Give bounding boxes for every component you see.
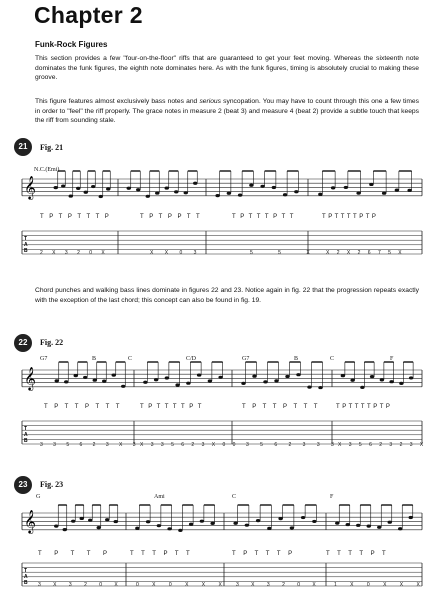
intro-paragraph: This section provides a few "four-on-the-floor" riffs that are guaranteed to get your feet moving. Whereas the sixteenth note dominates the funk figures, the eighth note dominates here. As with the funk figures, timing is absolutely crucial to making these groove. bbox=[35, 55, 419, 82]
note-head bbox=[252, 375, 256, 378]
note-head bbox=[272, 186, 276, 189]
figure-label-21: Fig. 21 bbox=[40, 143, 64, 152]
chapter-title: Chapter 2 bbox=[34, 2, 143, 28]
tab-clef-icon: A bbox=[24, 242, 28, 248]
tab-clef-icon: B bbox=[24, 438, 28, 444]
note-head bbox=[210, 522, 214, 525]
chord-symbol: G7 bbox=[242, 356, 250, 362]
tab-fret-numbers: 3 5 6 2 3 3 3 bbox=[246, 442, 334, 448]
pick-indications: T P T T P T T T bbox=[44, 404, 120, 410]
chord-symbol: G bbox=[36, 494, 41, 500]
pick-indications: T T T T P T bbox=[326, 551, 386, 557]
note-head bbox=[189, 523, 193, 526]
note-head bbox=[356, 192, 360, 195]
tab-fret-numbers: 3 X 3 2 0 X bbox=[236, 582, 316, 588]
note-head bbox=[360, 386, 364, 389]
note-head bbox=[97, 526, 101, 529]
note-head bbox=[399, 382, 403, 385]
pick-indications: T P T T P bbox=[38, 551, 108, 557]
note-head bbox=[233, 522, 237, 525]
pick-indications: T P T T P T T T bbox=[242, 404, 318, 410]
note-head bbox=[370, 375, 374, 378]
note-head bbox=[105, 518, 109, 521]
note-head bbox=[218, 376, 222, 379]
note-head bbox=[167, 527, 171, 530]
note-head bbox=[238, 193, 242, 196]
note-head bbox=[63, 528, 67, 531]
note-head bbox=[356, 524, 360, 527]
note-head bbox=[186, 382, 190, 385]
treble-clef-icon: 𝄞 bbox=[24, 175, 36, 199]
figure-badge-23: 23 bbox=[14, 476, 32, 494]
note-head bbox=[121, 385, 125, 388]
note-head bbox=[175, 383, 179, 386]
note-head bbox=[106, 187, 110, 190]
note-head bbox=[93, 379, 97, 382]
note-head bbox=[157, 524, 161, 527]
note-head bbox=[260, 185, 264, 188]
note-head bbox=[350, 379, 354, 382]
note-head bbox=[165, 376, 169, 379]
tab-clef-icon: A bbox=[24, 432, 28, 438]
note-head bbox=[380, 378, 384, 381]
fig21-description-emphasis: serious bbox=[199, 98, 221, 105]
note-head bbox=[346, 523, 350, 526]
note-head bbox=[154, 378, 158, 381]
note-head bbox=[409, 376, 413, 379]
tab-clef-icon: A bbox=[24, 574, 28, 580]
note-head bbox=[54, 186, 58, 189]
note-head bbox=[249, 184, 253, 187]
chord-symbol: F bbox=[390, 356, 394, 362]
pick-indications: T P T P T T T P bbox=[40, 214, 109, 220]
tab-fret-numbers: X 2 X 2 6 7 5 X bbox=[326, 250, 402, 256]
chord-symbol: Ami bbox=[154, 494, 165, 500]
note-head bbox=[256, 519, 260, 522]
note-head bbox=[318, 193, 322, 196]
tab-clef-icon: T bbox=[24, 568, 28, 574]
note-head bbox=[174, 190, 178, 193]
pick-indications: T T T P T T bbox=[130, 551, 190, 557]
note-head bbox=[301, 516, 305, 519]
note-head bbox=[318, 386, 322, 389]
figure-badge-21: 21 bbox=[14, 138, 32, 156]
chord-symbol: B bbox=[92, 356, 97, 362]
note-head bbox=[146, 195, 150, 198]
pick-indications: T P T T T T P T P bbox=[322, 214, 376, 220]
note-head bbox=[245, 524, 249, 527]
note-head bbox=[127, 187, 131, 190]
chord-symbol: C/D bbox=[186, 356, 197, 362]
note-head bbox=[74, 374, 78, 377]
note-head bbox=[377, 526, 381, 529]
chord-symbol: C bbox=[232, 494, 237, 500]
pick-indications: T P T T T T P T bbox=[140, 404, 202, 410]
note-head bbox=[112, 373, 116, 376]
note-head bbox=[267, 527, 271, 530]
note-head bbox=[294, 190, 298, 193]
note-head bbox=[99, 195, 103, 198]
note-head bbox=[335, 522, 339, 525]
note-head bbox=[312, 520, 316, 523]
note-head bbox=[215, 194, 219, 197]
note-head bbox=[407, 189, 411, 192]
fig22-23-description: Chord punches and walking bass lines dominate in figures 22 and 23. Notice again in fig. 22 that the progression repeats exactly with the exception of the last chord; this concept can also be found in fig. 19. bbox=[35, 287, 419, 304]
note-head bbox=[388, 521, 392, 524]
chord-symbol: C bbox=[330, 356, 335, 362]
note-head bbox=[165, 186, 169, 189]
note-head bbox=[197, 373, 201, 376]
tab-clef-icon: B bbox=[24, 580, 28, 586]
pick-indications: T P T P P T T bbox=[140, 214, 200, 220]
note-head bbox=[227, 192, 231, 195]
note-head bbox=[241, 382, 245, 385]
note-head bbox=[135, 527, 139, 530]
note-head bbox=[200, 520, 204, 523]
tab-fret-numbers: 1 X 0 X X X bbox=[334, 582, 420, 588]
treble-clef-icon: 𝄞 bbox=[24, 509, 36, 533]
note-head bbox=[55, 379, 59, 382]
tab-fret-numbers: X X 0 3 bbox=[150, 250, 197, 256]
tab-fret-numbers: X 3 3 5 6 2 3 X 0 0 bbox=[140, 442, 236, 448]
note-head bbox=[83, 376, 87, 379]
fig21-description-part2: syncopation. You may have to count through this one a few times in order to "feel" the riff properly. The grace notes in measure 2 (beat 3) and measure 4 (beat 2) provide a subtle touch that keeps the riff from sounding stale. bbox=[35, 98, 419, 125]
note-head bbox=[71, 520, 75, 523]
fig21-description-part1: This figure features almost exclusively bass notes and bbox=[35, 98, 200, 105]
tab-clef-icon: B bbox=[24, 248, 28, 254]
note-head bbox=[76, 187, 80, 190]
tab-fret-numbers: 5 5 X bbox=[250, 250, 310, 256]
note-head bbox=[296, 373, 300, 376]
note-head bbox=[136, 188, 140, 191]
chord-symbol: B bbox=[294, 356, 299, 362]
note-head bbox=[369, 183, 373, 186]
note-head bbox=[64, 380, 68, 383]
note-head bbox=[69, 194, 73, 197]
chord-symbol: N.C.(Emi) bbox=[34, 167, 60, 173]
note-head bbox=[155, 191, 159, 194]
note-head bbox=[285, 375, 289, 378]
pick-indications: T P T T T P bbox=[232, 551, 293, 557]
figure-label-22: Fig. 22 bbox=[40, 338, 64, 347]
chord-symbol: C bbox=[128, 356, 133, 362]
tab-clef-icon: T bbox=[24, 236, 28, 242]
note-head bbox=[341, 374, 345, 377]
note-head bbox=[80, 517, 84, 520]
section-title: Funk-Rock Figures bbox=[35, 40, 108, 49]
note-head bbox=[143, 381, 147, 384]
figure-badge-22: 22 bbox=[14, 334, 32, 352]
note-head bbox=[91, 185, 95, 188]
note-head bbox=[290, 526, 294, 529]
note-head bbox=[146, 520, 150, 523]
tab-fret-numbers: X 3 5 6 2 3 2 3 X bbox=[338, 442, 424, 448]
note-head bbox=[409, 516, 413, 519]
pick-indications: T P T T T P T T bbox=[232, 214, 294, 220]
tab-fret-numbers: 0 X 0 X X X bbox=[136, 582, 222, 588]
treble-clef-icon: 𝄞 bbox=[24, 366, 36, 390]
note-head bbox=[88, 519, 92, 522]
note-head bbox=[114, 520, 118, 523]
tab-fret-numbers: 3 3 5 6 2 3 X 3 bbox=[40, 442, 136, 448]
note-head bbox=[102, 379, 106, 382]
note-head bbox=[84, 191, 88, 194]
note-head bbox=[389, 380, 393, 383]
tab-fret-numbers: 2 X 3 2 0 X bbox=[40, 250, 105, 256]
chord-symbol: G7 bbox=[40, 356, 48, 362]
note-head bbox=[278, 517, 282, 520]
tab-clef-icon: T bbox=[24, 426, 28, 432]
note-head bbox=[193, 182, 197, 185]
note-head bbox=[307, 386, 311, 389]
note-head bbox=[344, 186, 348, 189]
note-head bbox=[382, 192, 386, 195]
note-head bbox=[54, 524, 58, 527]
tab-fret-numbers: 3 X 3 2 0 X bbox=[38, 582, 118, 588]
note-head bbox=[367, 525, 371, 528]
chord-symbol: F bbox=[330, 494, 334, 500]
note-head bbox=[184, 191, 188, 194]
note-head bbox=[274, 379, 278, 382]
note-head bbox=[208, 379, 212, 382]
note-head bbox=[331, 186, 335, 189]
note-head bbox=[283, 193, 287, 196]
note-head bbox=[395, 188, 399, 191]
note-head bbox=[398, 527, 402, 530]
figure-label-23: Fig. 23 bbox=[40, 480, 64, 489]
note-head bbox=[263, 380, 267, 383]
note-head bbox=[178, 529, 182, 532]
pick-indications: T P T T T T P T P bbox=[336, 404, 390, 410]
note-head bbox=[61, 184, 65, 187]
